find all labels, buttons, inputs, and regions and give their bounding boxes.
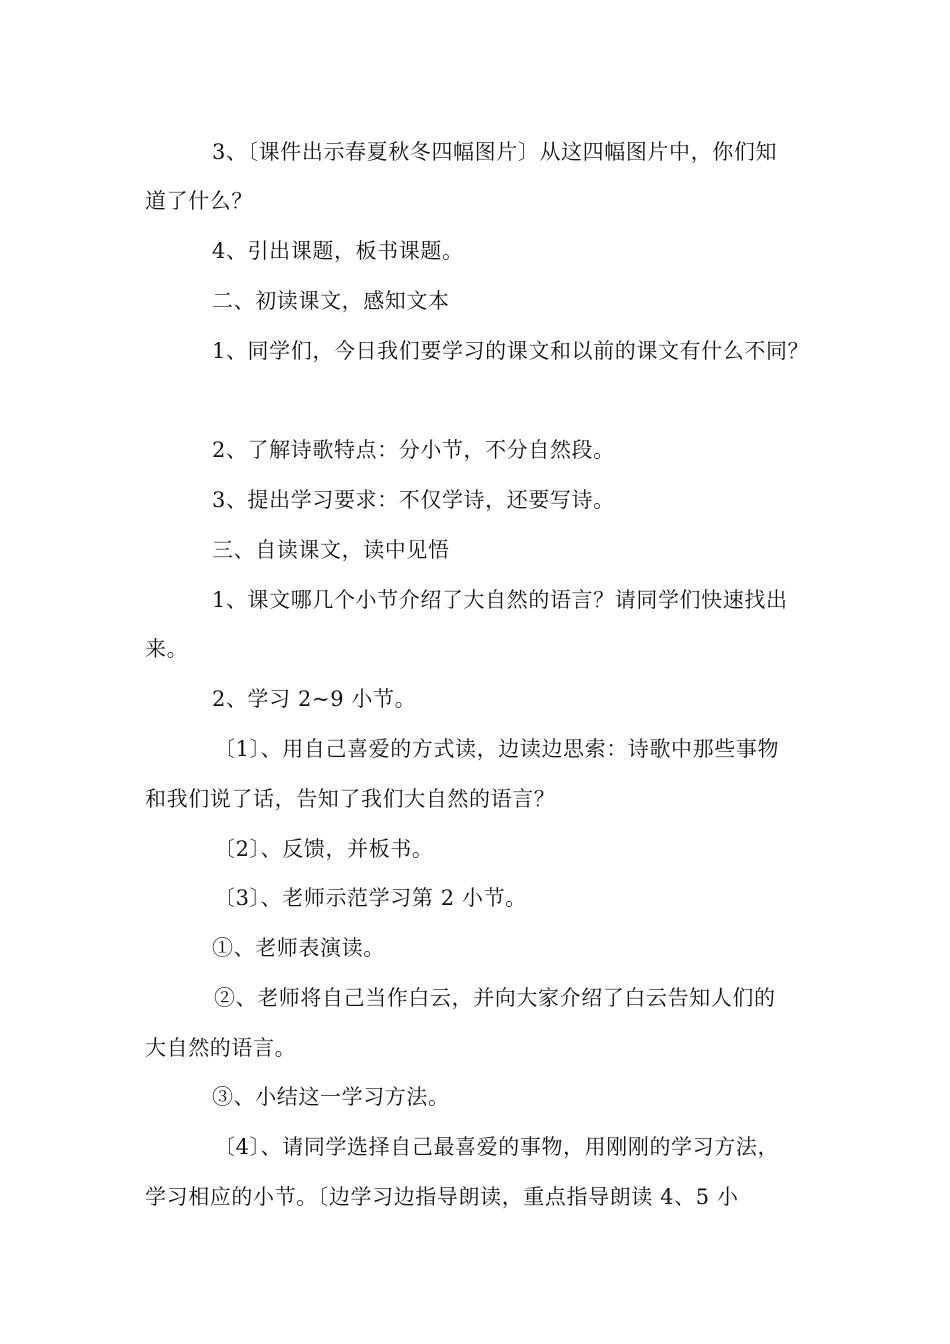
paragraph-line: 学习相应的小节。〔边学习边指导朗读，重点指导朗读 4、5 小 bbox=[145, 1185, 739, 1209]
paragraph-line: 和我们说了话，告知了我们大自然的语言？ bbox=[145, 787, 556, 811]
paragraph-line: ①、老师表演读。 bbox=[212, 936, 385, 960]
paragraph-line: 2、了解诗歌特点：分小节，不分自然段。 bbox=[212, 438, 615, 462]
paragraph-line: 〔2〕、反馈，并板书。 bbox=[214, 837, 434, 861]
paragraph-line: ③、小结这一学习方法。 bbox=[212, 1085, 450, 1109]
paragraph-line: 3、〔课件出示春夏秋冬四幅图片〕从这四幅图片中，你们知 bbox=[212, 140, 778, 164]
section-heading: 二、初读课文，感知文本 bbox=[212, 289, 450, 313]
paragraph-line: 3、提出学习要求：不仅学诗，还要写诗。 bbox=[212, 488, 615, 512]
paragraph-line: 道了什么？ bbox=[145, 189, 253, 213]
paragraph-line: 2、学习 2~9 小节。 bbox=[212, 687, 417, 711]
paragraph-line: 4、引出课题，板书课题。 bbox=[212, 239, 464, 263]
paragraph-line: 1、课文哪几个小节介绍了大自然的语言？请同学们快速找出 bbox=[212, 588, 788, 612]
paragraph-line: 来。 bbox=[145, 637, 189, 661]
paragraph-line: 〔4〕、请同学选择自己最喜爱的事物，用刚刚的学习方法， bbox=[214, 1135, 780, 1159]
paragraph-line: 1、同学们，今日我们要学习的课文和以前的课文有什么不同？ bbox=[212, 339, 810, 363]
paragraph-line: ②、老师将自己当作白云，并向大家介绍了白云告知人们的 bbox=[214, 986, 776, 1010]
paragraph-line: 〔3〕、老师示范学习第 2 小节。 bbox=[214, 886, 527, 910]
paragraph-line: 〔1〕、用自己喜爱的方式读，边读边思索：诗歌中那些事物 bbox=[214, 737, 780, 761]
section-heading: 三、自读课文，读中见悟 bbox=[212, 538, 450, 562]
paragraph-line: 大自然的语言。 bbox=[145, 1036, 297, 1060]
